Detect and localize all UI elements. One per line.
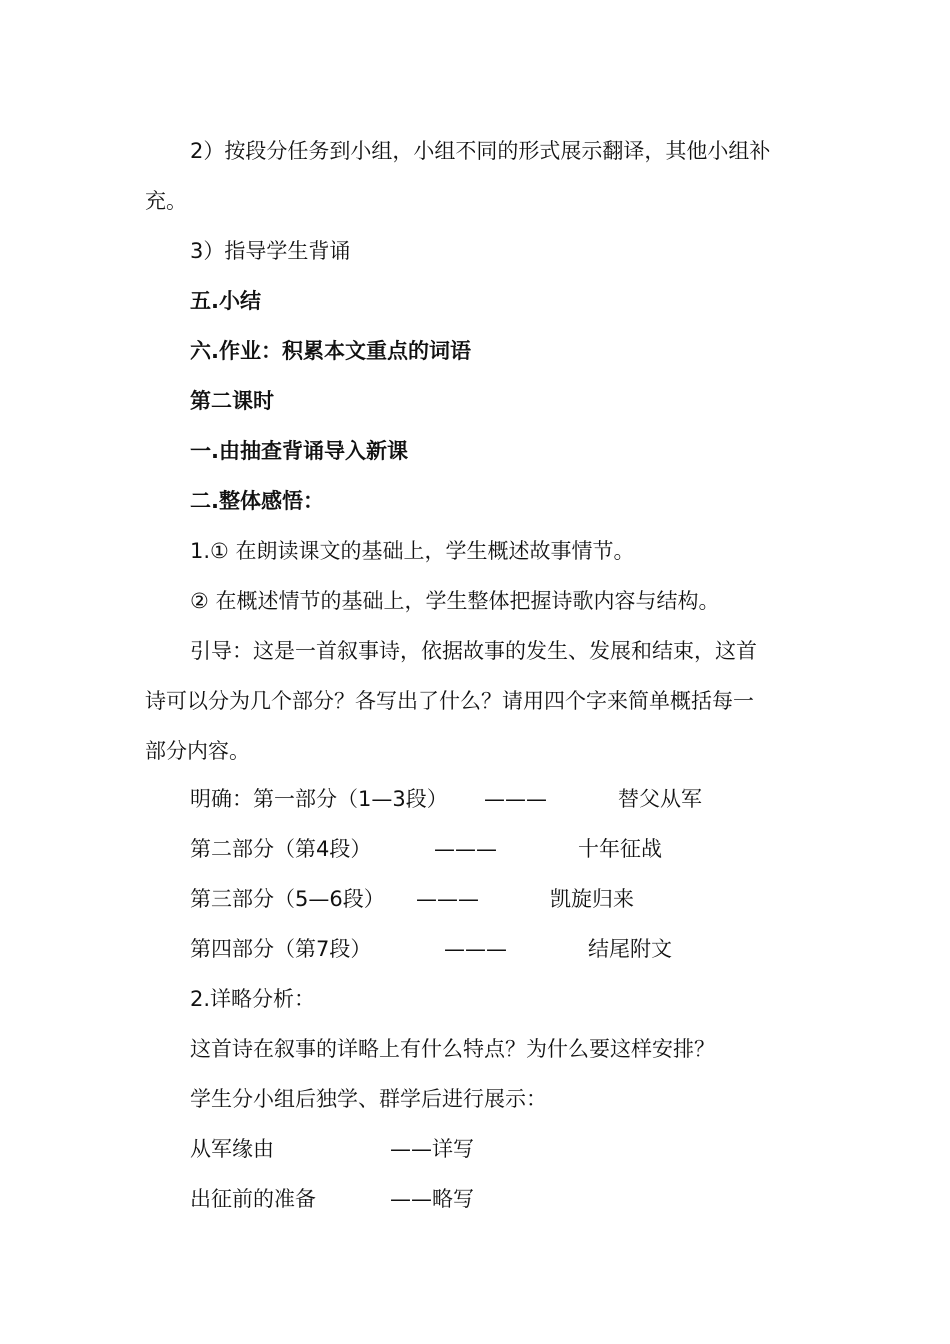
part-label: 第三部分（5—6段）: [190, 887, 385, 911]
detail-item: 从军缘由: [190, 1137, 274, 1161]
paragraph-line: 引导：这是一首叙事诗，依据故事的发生、发展和结束，这首: [190, 639, 757, 663]
section-heading: 一.由抽查背诵导入新课: [190, 439, 408, 463]
part-summary: 替父从军: [618, 787, 702, 811]
section-heading: 六.作业：积累本文重点的词语: [190, 339, 471, 363]
part-dash: ———: [484, 787, 547, 811]
part-dash: ———: [434, 837, 497, 861]
section-heading: 2.详略分析：: [190, 987, 316, 1011]
part-row: [190, 884, 890, 914]
detail-item: 出征前的准备: [190, 1187, 316, 1211]
lesson-heading: 第二课时: [190, 389, 274, 413]
part-dash: ———: [416, 887, 479, 911]
part-row: [190, 784, 890, 814]
paragraph-line: 部分内容。: [145, 739, 250, 763]
part-summary: 十年征战: [578, 837, 662, 861]
part-row: [190, 834, 890, 864]
detail-row: [190, 1184, 790, 1214]
part-summary: 结尾附文: [588, 937, 672, 961]
list-item: 1.① 在朗读课文的基础上，学生概述故事情节。: [190, 539, 635, 563]
paragraph-line: 学生分小组后独学、群学后进行展示：: [190, 1087, 547, 1111]
paragraph-line: 这首诗在叙事的详略上有什么特点？为什么要这样安排？: [190, 1037, 715, 1061]
part-dash: ———: [444, 937, 507, 961]
part-label: 第二部分（第4段）: [190, 837, 372, 861]
part-summary: 凯旋归来: [550, 887, 634, 911]
list-item: ② 在概述情节的基础上，学生整体把握诗歌内容与结构。: [190, 589, 720, 613]
part-row: [190, 934, 890, 964]
paragraph-line: 3）指导学生背诵: [190, 239, 351, 263]
paragraph-line: 充。: [145, 189, 187, 213]
detail-row: [190, 1134, 790, 1164]
detail-mark: ——详写: [390, 1137, 474, 1161]
section-heading: 五.小结: [190, 289, 261, 313]
section-heading: 二.整体感悟：: [190, 489, 324, 513]
paragraph-line: 2）按段分任务到小组，小组不同的形式展示翻译，其他小组补: [190, 139, 771, 163]
part-label: 第四部分（第7段）: [190, 937, 372, 961]
detail-mark: ——略写: [390, 1187, 474, 1211]
paragraph-line: 诗可以分为几个部分？各写出了什么？请用四个字来简单概括每一: [145, 689, 754, 713]
part-label: 明确：第一部分（1—3段）: [190, 787, 448, 811]
